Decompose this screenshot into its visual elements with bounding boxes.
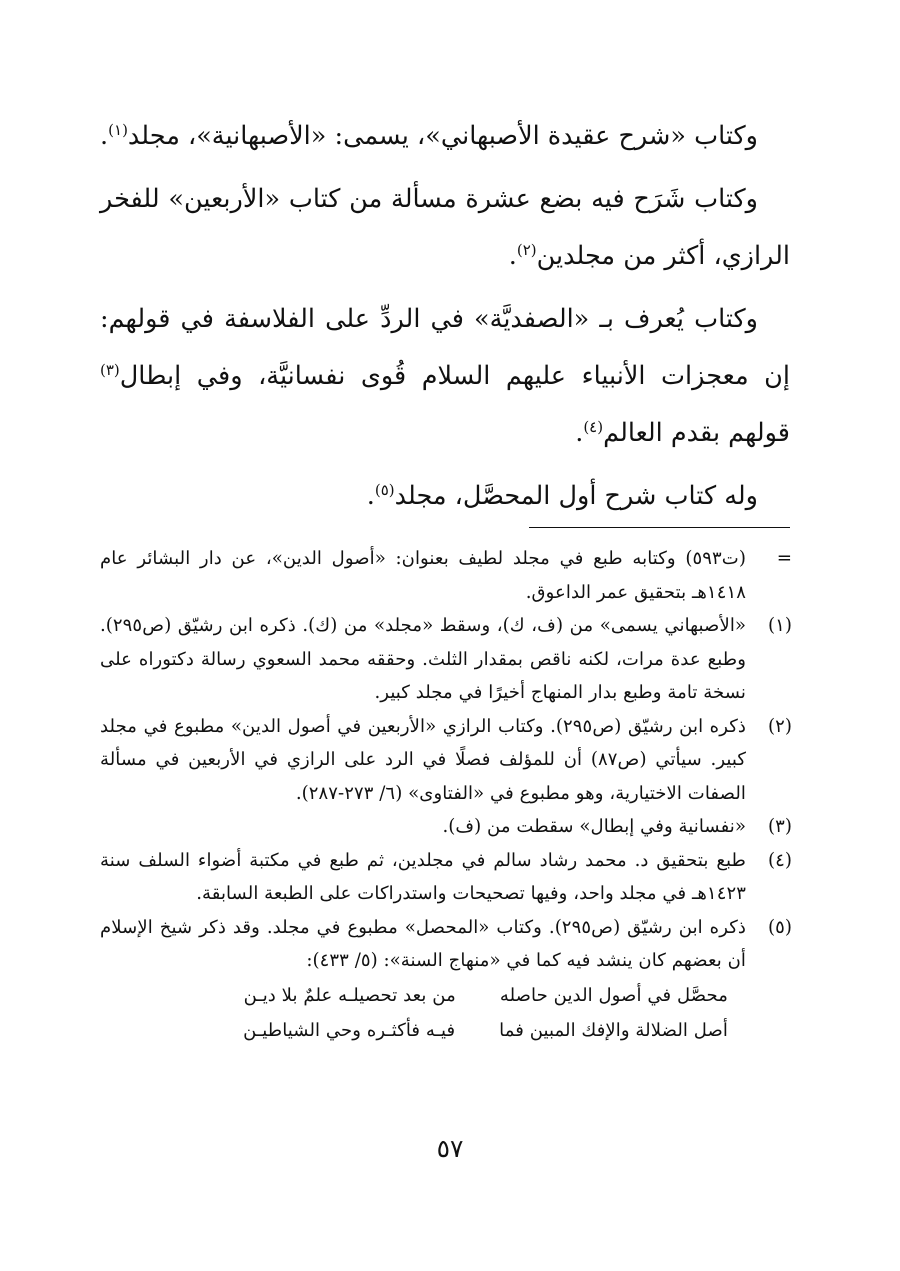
footnote-text: «نفسانية وفي إبطال» سقطت من (ف).	[442, 816, 746, 837]
footnote-text: ذكره ابن رشيّق (ص٢٩٥). وكتاب «المحصل» مطبوع في مجلد. وقد ذكر شيخ الإسلام أن بعضهم كان ينشد فيه كما في «منهاج السنة»: (٥/ ٤٣٣):	[100, 916, 746, 971]
poem-verse	[100, 978, 792, 1013]
paragraph-3-end: .	[575, 418, 584, 448]
footnote-4	[100, 844, 792, 911]
paragraph-2-text: وكتاب شَرَح فيه بضع عشرة مسألة من كتاب «الأربعين» للفخر الرازي، أكثر من مجلدين	[100, 184, 790, 271]
poem-hemistich-first: أصل الضلالة والإفك المبين فما	[499, 1019, 728, 1041]
poem-hemistich-first: محصَّل في أصول الدين حاصله	[499, 984, 728, 1006]
paragraph-4-end: .	[366, 481, 375, 511]
footnote-label: (١)	[768, 615, 792, 636]
poem	[100, 978, 792, 1048]
page-number: ٥٧	[436, 1134, 464, 1163]
paragraph-1-text: وكتاب «شرح عقيدة الأصبهاني»، يسمى: «الأصبهانية»، مجلد	[127, 121, 758, 151]
footnote-ref-4: (٤)	[583, 418, 604, 436]
footnote-text: (ت٥٩٣) وكتابه طبع في مجلد لطيف بعنوان: «أصول الدين»، عن دار البشائر عام ١٤١٨هـ بتحقيق عمر الداعوق.	[100, 548, 746, 603]
footnote-text: «الأصبهاني يسمى» من (ف، ك)، وسقط «مجلد» من (ك). ذكره ابن رشيّق (ص٢٩٥). وطبع عدة مرات، لكنه ناقص بمقدار الثلث. وحققه محمد السعوي رسالة دكتوراه على نسخة تامة وطبع بدار المنهاج أخيرًا في مجلد كبير.	[100, 615, 746, 703]
footnote-ref-1: (١)	[108, 121, 128, 139]
paragraph-2-end: .	[508, 241, 517, 271]
footnote-2	[100, 710, 792, 811]
paragraph-1-end: .	[100, 121, 109, 151]
paragraph-3	[100, 291, 790, 462]
paragraph-4	[100, 468, 790, 525]
paragraph-1	[100, 108, 790, 165]
footnotes	[100, 542, 792, 1048]
paragraph-3-text-b: قولهم بقدم العالم	[603, 418, 790, 448]
footnote-1	[100, 609, 792, 710]
footnote-label: (٣)	[768, 816, 792, 837]
footnote-3	[100, 810, 792, 844]
footnote-5	[100, 911, 792, 978]
footnote-label: (٢)	[768, 715, 792, 737]
poem-verse	[100, 1013, 792, 1048]
paragraph-2	[100, 171, 790, 285]
poem-hemistich-second: فيـه فأكثـره وحي الشياطيـن	[243, 1019, 456, 1041]
footnote-label: (٥)	[768, 916, 792, 938]
poem-hemistich-second: من بعد تحصيلـه علمٌ بلا ديـن	[243, 984, 456, 1006]
footnote-separator	[529, 527, 790, 528]
footnote-text: ذكره ابن رشيّق (ص٢٩٥). وكتاب الرازي «الأربعين في أصول الدين» مطبوع في مجلد كبير. سيأتي (ص٨٧) أن للمؤلف فصلًا في الرد على الرازي في الأربعين في مسألة الصفات الاختيارية، وهو مطبوع في «الفتاوى» (٦/ ٢٧٣-٢٨٧).	[100, 715, 746, 804]
paragraph-4-text: وله كتاب شرح أول المحصَّل، مجلد	[394, 481, 758, 511]
footnote-text: طبع بتحقيق د. محمد رشاد سالم في مجلدين، ثم طبع في مكتبة أضواء السلف سنة ١٤٢٣هـ في مجلد واحد، وفيها تصحيحات واستدراكات على الطبعة السابقة.	[100, 849, 746, 904]
footnote-ref-5: (٥)	[374, 481, 395, 499]
footnote-ref-3: (٣)	[100, 361, 120, 379]
main-text	[100, 108, 790, 531]
footnote-label: (٤)	[768, 849, 792, 871]
footnote-ref-2: (٢)	[516, 241, 537, 259]
footnote-label: =	[776, 548, 792, 569]
paragraph-3-text-a: وكتاب يُعرف بـ «الصفديَّة» في الردِّ على الفلاسفة في قولهم: إن معجزات الأنبياء عليهم السلام قُوى نفسانيَّة، وفي إبطال	[100, 304, 790, 391]
footnote-continued	[100, 542, 792, 609]
